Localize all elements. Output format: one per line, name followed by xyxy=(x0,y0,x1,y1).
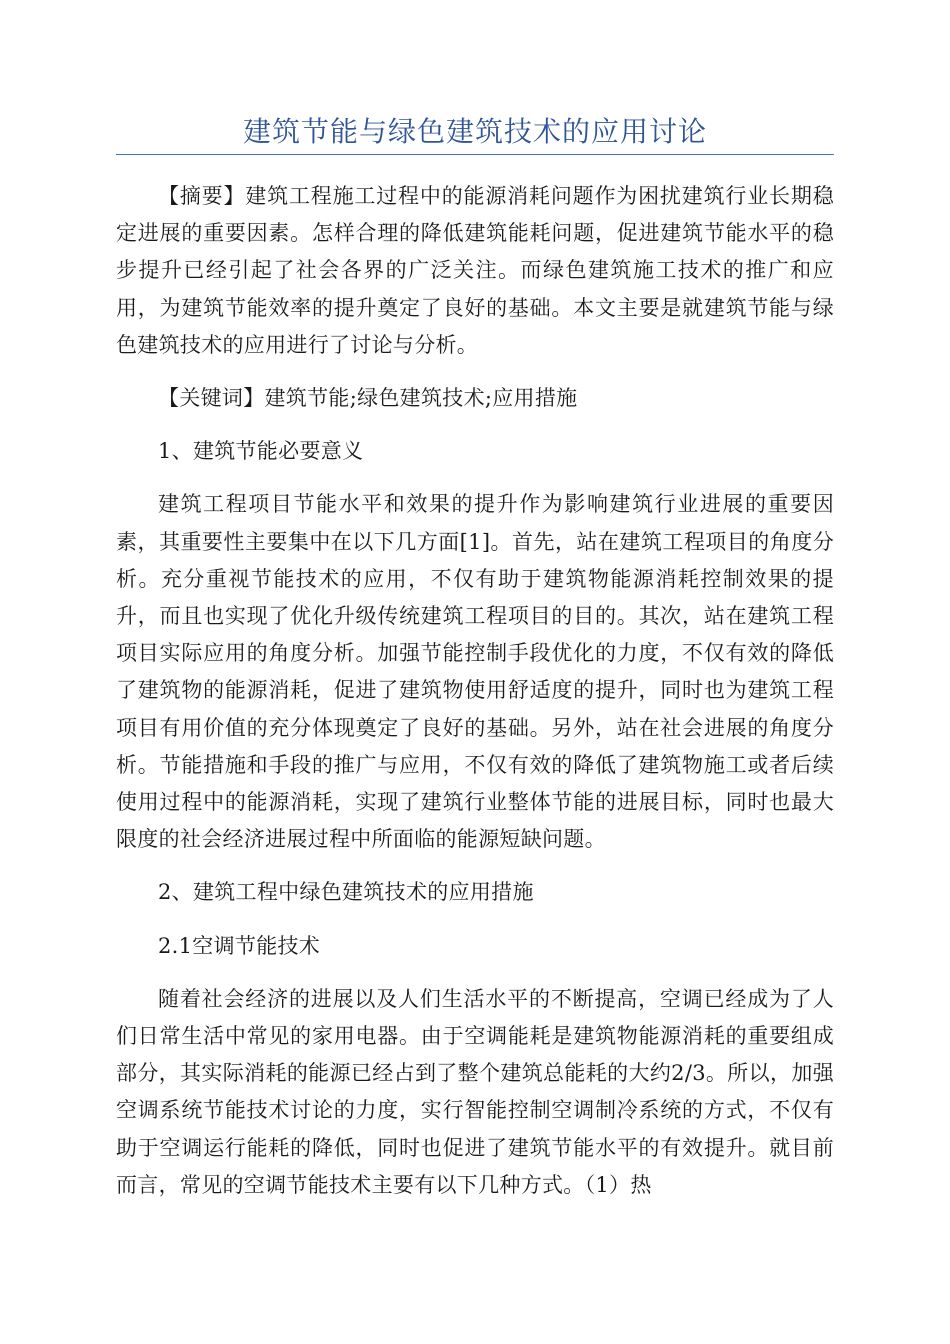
section-1-heading: 1、建筑节能必要意义 xyxy=(158,439,364,464)
section-2-1-heading: 2.1空调节能技术 xyxy=(158,933,321,958)
document-title: 建筑节能与绿色建筑技术的应用讨论 xyxy=(242,115,707,148)
document-body xyxy=(116,178,834,1220)
section-2-heading: 2、建筑工程中绿色建筑技术的应用措施 xyxy=(158,880,534,905)
title-underline xyxy=(116,154,834,155)
keywords-line: 【关键词】建筑节能;绿色建筑技术;应用措施 xyxy=(158,386,578,411)
abstract-paragraph: 【摘要】建筑工程施工过程中的能源消耗问题作为困扰建筑行业长期稳定进展的重要因素。怎样合理的降低建筑能耗问题，促进建筑节能水平的稳步提升已经引起了社会各界的广泛关注。而绿色建筑施工技术的推广和应用，为建筑节能效率的提升奠定了良好的基础。本文主要是就建筑节能与绿色建筑技术的应用进行了讨论与分析。 xyxy=(116,184,834,357)
section-1-paragraph: 建筑工程项目节能水平和效果的提升作为影响建筑行业进展的重要因素，其重要性主要集中在以下几方面[1]。首先，站在建筑工程项目的角度分析。充分重视节能技术的应用，不仅有助于建筑物能源消耗控制效果的提升，而且也实现了优化升级传统建筑工程项目的目的。其次，站在建筑工程项目实际应用的角度分析。加强节能控制手段优化的力度，不仅有效的降低了建筑物的能源消耗，促进了建筑物使用舒适度的提升，同时也为建筑工程项目有用价值的充分体现奠定了良好的基础。另外，站在社会进展的角度分析。节能措施和手段的推广与应用，不仅有效的降低了建筑物施工或者后续使用过程中的能源消耗，实现了建筑行业整体节能的进展目标，同时也最大限度的社会经济进展过程中所面临的能源短缺问题。 xyxy=(116,492,834,852)
section-2-1-paragraph: 随着社会经济的进展以及人们生活水平的不断提高，空调已经成为了人们日常生活中常见的家用电器。由于空调能耗是建筑物能源消耗的重要组成部分，其实际消耗的能源已经占到了整个建筑总能耗的大约2/3。所以，加强空调系统节能技术讨论的力度，实行智能控制空调制冷系统的方式，不仅有助于空调运行能耗的降低，同时也促进了建筑节能水平的有效提升。就目前而言，常见的空调节能技术主要有以下几种方式。（1）热 xyxy=(116,986,834,1197)
